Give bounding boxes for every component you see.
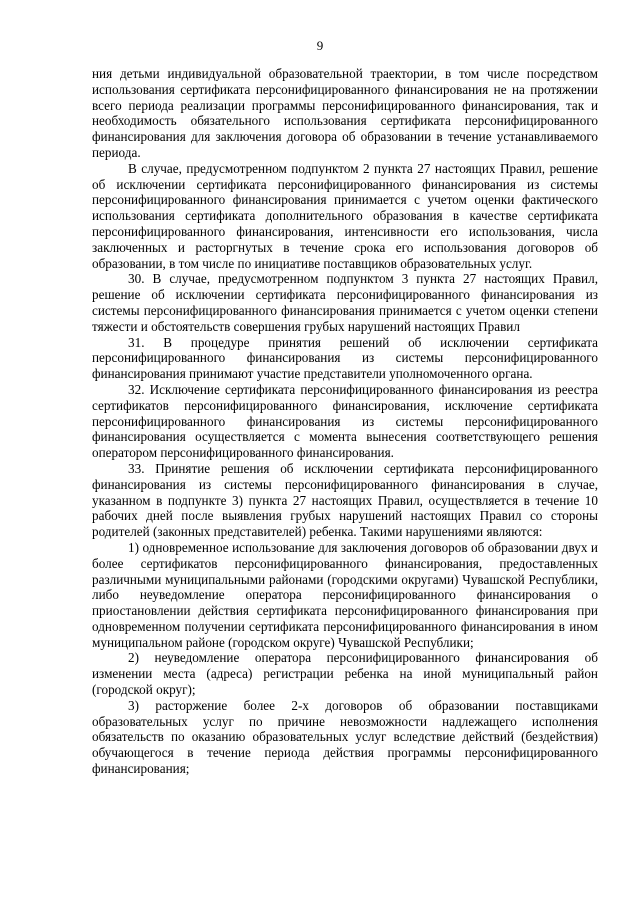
violation-item-3: 3) расторжение более 2-х договоров об образовании поставщиками образовательных услуг по причине невозможности надлежащего исполнения обязательств по оказанию образовательных услуг вследствие действий (бездействия) обучающегося в течение периода действия программы персонифицированного финансирования; [92,697,598,777]
violation-item-2: 2) неуведомление оператора персонифицированного финансирования об изменении места (адреса) регистрации ребенка на иной муниципальный район (городской округ); [92,650,598,698]
page-number: 9 [316,38,324,53]
paragraph-subpoint-2-case: В случае, предусмотренном подпунктом 2 пункта 27 настоящих Правил, решение об исключении сертификата персонифицированного финансирования из системы персонифицированного финансирования принимается с учетом оценки фактического использования сертификата дополнительного образования в качестве сертификата персонифицированного финансирования, интенсивности его использования, числа заключенных и расторгнутых в течение срока его использования договоров об образовании, в том числе по инициативе поставщиков образовательных услуг. [92,160,598,271]
paragraph-30: 30. В случае, предусмотренном подпунктом 3 пункта 27 настоящих Правил, решение об исключении сертификата персонифицированного финансирования из системы персонифицированного финансирования принимается с учетом оценки степени тяжести и обстоятельств совершения грубых нарушений настоящих Правил [92,271,598,334]
paragraph-32: 32. Исключение сертификата персонифицированного финансирования из реестра сертификатов персонифицированного финансирования, исключение сертификата персонифицированного финансирования из системы персонифицированного финансирования осуществляется с момента вынесения соответствующего решения оператором персонифицированного финансирования. [92,381,598,461]
paragraph-33: 33. Принятие решения об исключении сертификата персонифицированного финансирования из системы персонифицированного финансирования в случае, указанном в подпункте 3) пункта 27 настоящих Правил, осуществляется в течение 10 рабочих дней после выявления грубых нарушений настоящих Правил со стороны родителей (законных представителей) ребенка. Такими нарушениями являются: [92,460,598,540]
paragraph-continuation: ния детьми индивидуальной образовательной траектории, в том числе посредством использования сертификата персонифицированного финансирования не на протяжении всего периода реализации программы персонифицированного финансирования, так и необходимость обязательного использования сертификата персонифицированного финансирования для заключения договора об образовании в течение устанавливаемого периода. [92,66,598,160]
document-body [92,66,598,777]
paragraph-31: 31. В процедуре принятия решений об исключении сертификата персонифицированного финансирования из системы персонифицированного финансирования принимают участие представители уполномоченного органа. [92,334,598,382]
violation-item-1: 1) одновременное использование для заключения договоров об образовании двух и более сертификатов персонифицированного финансирования, предоставленных различными муниципальными районами (городскими округами) Чувашской Республики, либо неуведомление оператора персонифицированного финансирования о приостановлении действия сертификата персонифицированного финансирования при одновременном получении сертификата персонифицированного финансирования в ином муниципальном районе (городском округе) Чувашской Республики; [92,539,598,650]
